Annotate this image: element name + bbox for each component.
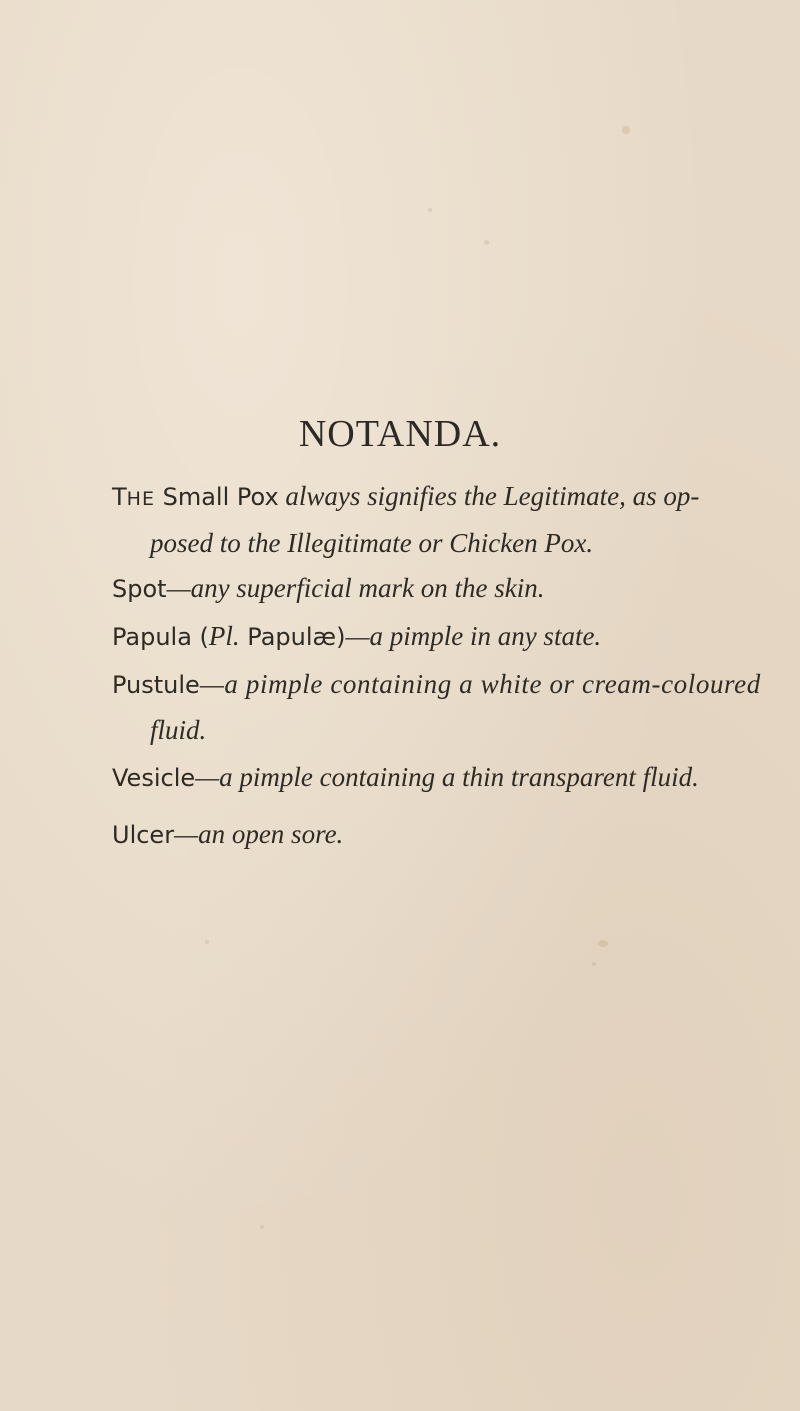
entry-definition-continuation: fluid.	[150, 715, 207, 745]
entry-term	[112, 483, 279, 511]
entry-definition: —a pimple in any state.	[345, 621, 602, 651]
entry-term-plural: Papulæ)	[239, 623, 346, 651]
foxing-spot	[484, 240, 489, 245]
entry-definition: open sore.	[225, 819, 344, 849]
foxing-spot	[622, 126, 630, 134]
term-initial: T	[112, 483, 127, 511]
entry-term: Vesicle	[112, 764, 196, 792]
foxing-spot	[428, 208, 432, 212]
entry-ulcer	[112, 812, 752, 857]
entry-term-plural-abbrev: Pl.	[208, 621, 240, 651]
entry-definition-continuation: posed to the Illegitimate or Chicken Pox.	[150, 528, 594, 558]
foxing-spot	[598, 940, 608, 947]
entry-papula	[112, 614, 752, 659]
foxing-spot	[592, 962, 596, 966]
entry-term: Ulcer	[112, 821, 175, 849]
entry-definition: —a pimple containing a white or cream-coloured	[199, 669, 761, 699]
entry-definition: always signifies the Legitimate, as op-	[278, 481, 700, 511]
entry-definition: —a pimple containing a thin transparent fluid.	[195, 762, 699, 792]
entry-term: Spot	[112, 575, 167, 603]
entry-pustule	[112, 662, 761, 707]
entry-vesicle	[112, 755, 752, 800]
term-continuation: Small Pox	[154, 483, 279, 511]
entry-small-pox	[112, 474, 752, 521]
foxing-spot	[260, 1225, 264, 1229]
term-smallcaps: HE	[126, 488, 155, 510]
foxing-spot	[205, 940, 209, 944]
entry-definition: —any superficial mark on the skin.	[166, 573, 545, 603]
entry-spot	[112, 566, 752, 611]
entry-term: Pustule	[112, 671, 200, 699]
page-title: NOTANDA.	[298, 413, 502, 455]
entry-definition-prefix: —an	[174, 819, 226, 849]
entry-term: Papula (	[112, 623, 209, 651]
